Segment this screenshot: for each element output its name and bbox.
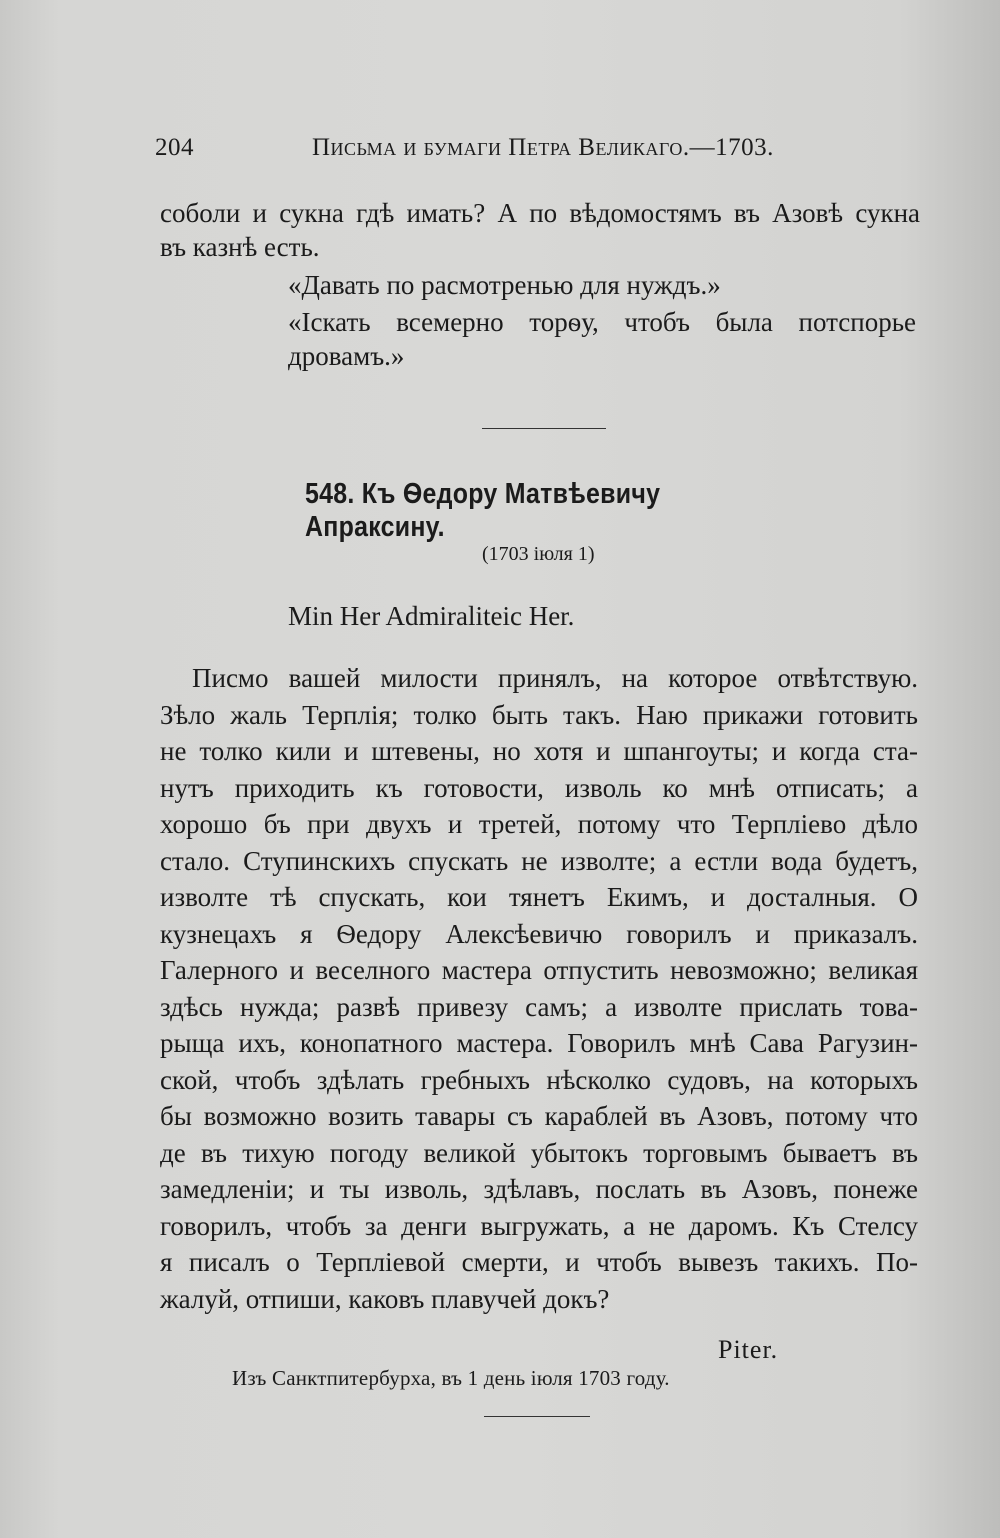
resolution-line: «Іскать всемерно торѳу, чтобъ была потспорье [288, 307, 916, 337]
letter-heading: 548. Къ Ѳедору Матвѣевичу Апраксину. [305, 478, 661, 543]
resolution-line: «Давать по расмотренью для нуждъ.» [288, 270, 721, 300]
section-divider [482, 428, 606, 429]
body-line: хорошо бъ при двухъ и третей, потому что Терпліево дѣло [160, 809, 918, 839]
letter-place-date: Изъ Санктпитербурха, въ 1 день іюля 1703 году. [232, 1366, 670, 1390]
body-line: изволте тѣ спускать, кои тянетъ Екимъ, и досталныя. О [160, 882, 918, 912]
body-line: Галерного и веселного мастера отпустить невозможно; великая [160, 955, 918, 985]
body-line: жалуй, отпиши, каковъ плавучей докъ? [160, 1283, 610, 1314]
body-line: стало. Ступинскихъ спускать не изволте; а естли вода будетъ, [160, 845, 918, 876]
page-number: 204 [155, 134, 194, 161]
end-divider [484, 1416, 590, 1417]
text-line: соболи и сукна гдѣ имать? А по вѣдомостямъ въ Азовѣ сукна [160, 198, 920, 228]
body-line: ской, чтобъ здѣлать гребныхъ нѣсколко судовъ, на которыхъ [160, 1064, 918, 1095]
body-line: не толко кили и штевены, но хотя и шпангоуты; и когда ста- [160, 736, 918, 766]
body-line: Писмо вашей милости принялъ, на которое отвѣтствую. [192, 663, 918, 693]
letter-date: (1703 іюля 1) [482, 543, 595, 565]
letter-salutation: Min Her Admiraliteic Her. [288, 601, 575, 631]
resolution-1 [288, 268, 920, 302]
resolution-line: дровамъ.» [288, 341, 405, 371]
body-line: рыща ихъ, конопатного мастера. Говорилъ мнѣ Сава Рагузин- [160, 1028, 918, 1058]
letter-body [160, 660, 918, 1317]
body-line: говорилъ, чтобъ за денги выгружать, а не даромъ. Къ Стелсу [160, 1210, 918, 1241]
text-line: въ казнѣ есть. [160, 232, 320, 262]
body-line: я писалъ о Терпліевой смерти, и чтобъ вывезъ такихъ. По- [160, 1247, 918, 1277]
page-header [155, 134, 795, 170]
running-title: Письма и бумаги Петра Великаго.—1703. [312, 134, 774, 161]
body-line: нутъ приходить къ готовости, изволь ко мнѣ отписать; а [160, 772, 918, 803]
body-line: здѣсь нужда; развѣ привезу самъ; а изволте прислать това- [160, 991, 918, 1022]
body-line: де въ тихую погоду великой убытокъ торговымъ бываетъ въ [160, 1137, 918, 1168]
resolution-2 [288, 305, 916, 373]
body-line: Зѣло жаль Терплія; толко быть такъ. Наю прикажи готовить [160, 699, 918, 730]
body-line: кузнецахъ я Ѳедору Алексѣевичю говорилъ и приказалъ. [160, 918, 918, 949]
letter-signature: Piter. [718, 1335, 779, 1364]
body-line: бы возможно возить тавары съ караблей въ Азовъ, потому что [160, 1101, 918, 1131]
previous-letter-end [160, 196, 920, 264]
body-line: замедленіи; и ты изволь, здѣлавъ, послать въ Азовъ, понеже [160, 1174, 918, 1204]
